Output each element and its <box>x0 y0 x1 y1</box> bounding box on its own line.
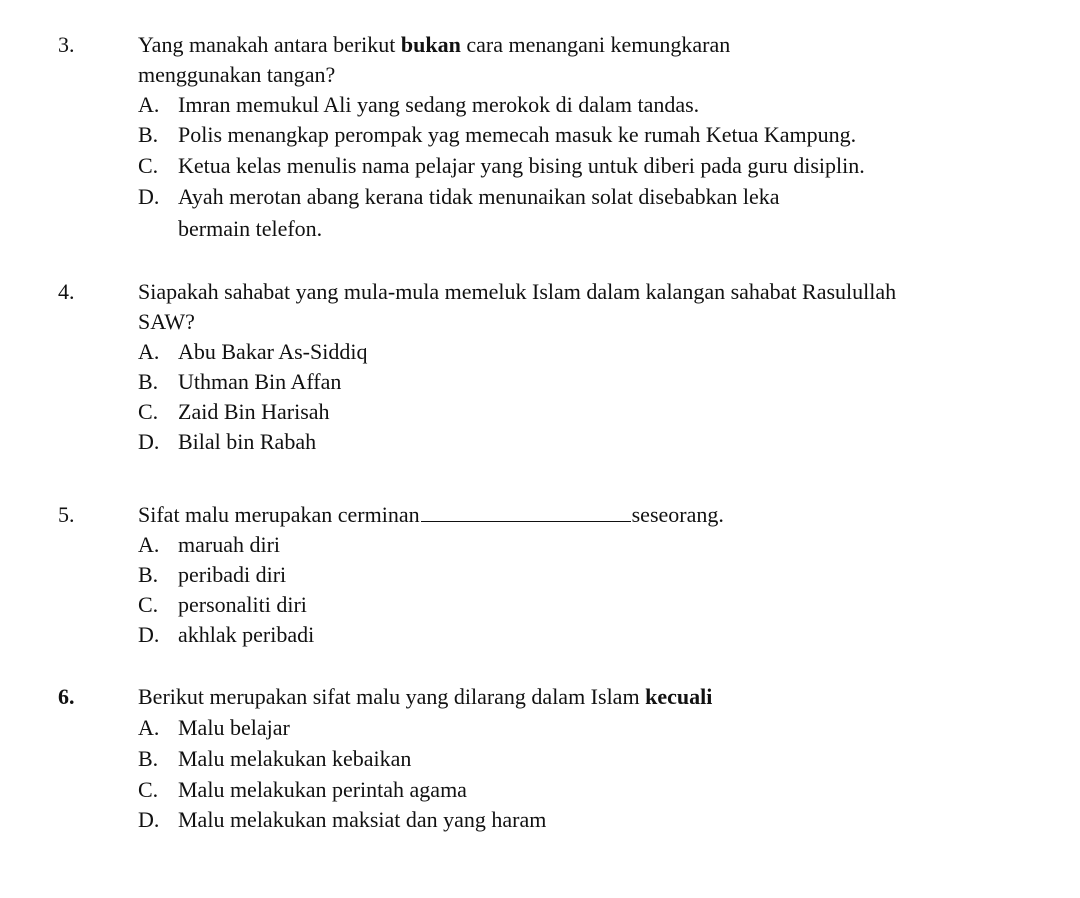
question-6-option-c[interactable] <box>138 777 467 803</box>
question-5-option-c[interactable] <box>138 592 307 618</box>
option-text: Imran memukul Ali yang sedang merokok di dalam tandas. <box>178 92 700 117</box>
question-6-stem-text: Berikut merupakan sifat malu yang dilarang dalam Islam <box>138 684 646 709</box>
question-3-stem-text-end: cara menangani kemungkaran <box>460 32 731 57</box>
question-5-option-a[interactable] <box>138 532 280 558</box>
question-5-stem-text-end: seseorang. <box>631 502 724 527</box>
question-5-option-d[interactable] <box>138 622 314 648</box>
question-3-stem-text: Yang manakah antara berikut <box>138 32 401 57</box>
question-6-number: 6. <box>58 684 75 709</box>
option-letter: A. <box>138 532 160 557</box>
option-text: Ayah merotan abang kerana tidak menunaikan solat disebabkan leka <box>178 184 780 209</box>
option-letter: A. <box>138 92 160 117</box>
fill-in-blank-line[interactable] <box>421 503 631 522</box>
question-4-stem-line2: SAW? <box>138 309 195 334</box>
option-text: peribadi diri <box>178 562 287 587</box>
question-3-option-d-line2: bermain telefon. <box>178 216 323 241</box>
question-5-stem <box>138 502 724 528</box>
option-letter: A. <box>138 339 160 364</box>
question-3-option-c[interactable] <box>138 153 865 179</box>
option-letter: D. <box>138 622 160 647</box>
question-6-option-a[interactable] <box>138 715 290 741</box>
question-4-option-d[interactable] <box>138 429 316 455</box>
question-4-number: 4. <box>58 279 75 304</box>
question-6-option-b[interactable] <box>138 746 411 772</box>
option-text: Malu melakukan maksiat dan yang haram <box>178 807 547 832</box>
option-text: Malu belajar <box>178 715 290 740</box>
question-5-number: 5. <box>58 502 75 527</box>
question-3-option-d[interactable] <box>138 184 780 210</box>
option-letter: C. <box>138 777 159 802</box>
option-letter: B. <box>138 562 159 587</box>
option-text: Malu melakukan kebaikan <box>178 746 412 771</box>
option-text: Ketua kelas menulis nama pelajar yang bising untuk diberi pada guru disiplin. <box>178 153 865 178</box>
option-letter: C. <box>138 399 159 424</box>
question-6-emphasis: kecuali <box>645 684 713 709</box>
question-3-option-b[interactable] <box>138 122 856 148</box>
question-4-option-a[interactable] <box>138 339 367 365</box>
option-letter: B. <box>138 746 159 771</box>
question-4-option-b[interactable] <box>138 369 341 395</box>
option-text: personaliti diri <box>178 592 307 617</box>
option-letter: A. <box>138 715 160 740</box>
question-3-option-a[interactable] <box>138 92 699 118</box>
option-text: Zaid Bin Harisah <box>178 399 330 424</box>
question-3-number: 3. <box>58 32 75 57</box>
question-5-option-b[interactable] <box>138 562 286 588</box>
option-letter: C. <box>138 153 159 178</box>
option-letter: D. <box>138 429 160 454</box>
question-3-stem-line2: menggunakan tangan? <box>138 62 336 87</box>
option-text: maruah diri <box>178 532 281 557</box>
option-text: Polis menangkap perompak yag memecah masuk ke rumah Ketua Kampung. <box>178 122 857 147</box>
option-text: akhlak peribadi <box>178 622 315 647</box>
option-text: Abu Bakar As-Siddiq <box>178 339 368 364</box>
question-6-stem <box>138 684 712 710</box>
option-letter: C. <box>138 592 159 617</box>
question-3-emphasis: bukan <box>400 32 461 57</box>
option-letter: B. <box>138 122 159 147</box>
question-6-option-d[interactable] <box>138 807 546 833</box>
question-3-stem <box>138 32 730 58</box>
option-letter: B. <box>138 369 159 394</box>
option-letter: D. <box>138 184 160 209</box>
option-text: Bilal bin Rabah <box>178 429 317 454</box>
option-text: Uthman Bin Affan <box>178 369 342 394</box>
option-letter: D. <box>138 807 160 832</box>
option-text: Malu melakukan perintah agama <box>178 777 467 802</box>
question-4-stem: Siapakah sahabat yang mula-mula memeluk Islam dalam kalangan sahabat Rasulullah <box>138 279 897 304</box>
question-5-stem-text: Sifat malu merupakan cerminan <box>138 502 420 527</box>
question-4-option-c[interactable] <box>138 399 330 425</box>
